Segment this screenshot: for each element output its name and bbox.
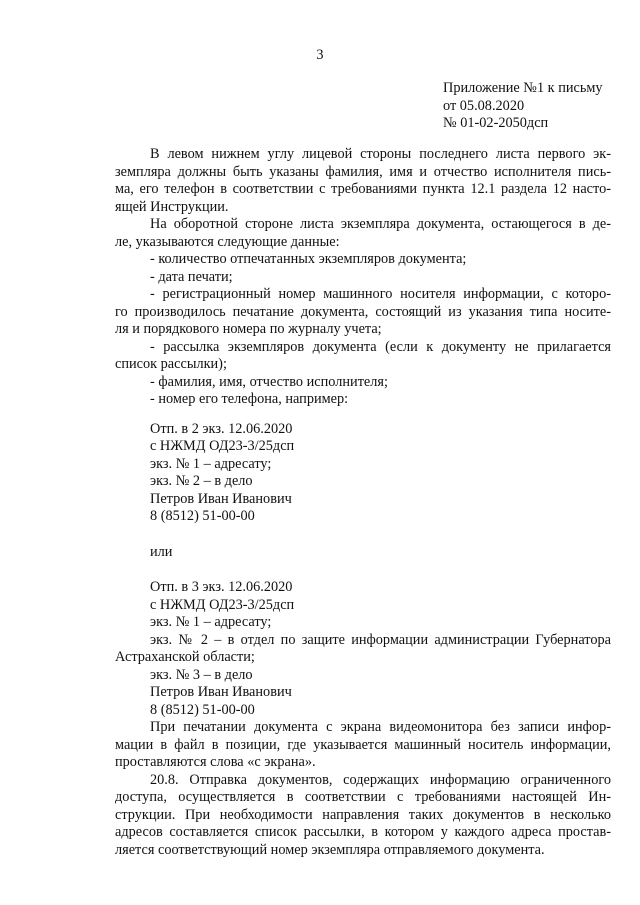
paragraph-20-8: [115, 772, 611, 860]
paragraph-corner-signature: [115, 146, 611, 216]
example-line: с НЖМД ОД23-3/25дсп: [150, 438, 295, 454]
text-line: На оборотной стороне листа экземпляра документа, остающегося в де-: [150, 216, 611, 232]
list-item: [115, 286, 611, 339]
example-line: Петров Иван Иванович: [150, 684, 292, 700]
spacer: [115, 526, 611, 544]
list-item: - фамилия, имя, отчество исполнителя;: [150, 373, 388, 390]
text-line: ляется соответствующий номер экземпляра отправляемого документа.: [115, 841, 545, 858]
example-block-1: [150, 421, 611, 526]
appendix-header: [443, 80, 603, 133]
example-line: Петров Иван Иванович: [150, 490, 292, 507]
list-item: - количество отпечатанных экземпляров документа;: [150, 251, 467, 267]
text-line: мации в файл в позиции, где указывается машинный носитель информации,: [115, 736, 611, 753]
list-item: - номер его телефона, например:: [150, 391, 349, 407]
page-number: 3: [316, 47, 324, 63]
example-line: экз. № 1 – адресату;: [150, 614, 272, 630]
example-line: 8 (8512) 51-00-00: [150, 508, 255, 524]
example-line: 8 (8512) 51-00-00: [150, 701, 255, 718]
list-item: [115, 339, 611, 374]
example-line: с НЖМД ОД23-3/25дсп: [150, 596, 295, 613]
example-line: экз. № 1 – адресату;: [150, 455, 272, 472]
spacer: [115, 409, 611, 421]
appendix-line: № 01-02-2050дсп: [443, 115, 549, 131]
paragraph-reverse-side: [115, 216, 611, 251]
appendix-line: от 05.08.2020: [443, 97, 525, 114]
list-item: - дата печати;: [150, 268, 233, 285]
example-line: Отп. в 3 экз. 12.06.2020: [150, 579, 293, 595]
text-line: 20.8. Отправка документов, содержащих информацию ограниченного: [150, 771, 611, 788]
text-line: ле, указываются следующие данные:: [115, 233, 340, 250]
text-line: ящей Инструкции.: [115, 198, 229, 215]
paragraph-screen-print: [115, 719, 611, 772]
text-line: ля и порядкового номера по журналу учета;: [115, 321, 382, 337]
text-line: При печатании документа с экрана видеомонитора без записи инфор-: [150, 719, 611, 735]
example-line: экз. № 3 – в дело: [150, 666, 253, 683]
text-line: земпляра должны быть указаны фамилия, имя и отчество исполнителя пись-: [115, 163, 611, 180]
text-line: - рассылка экземпляров документа (если к документу не прилагается: [150, 338, 611, 355]
text-line: список рассылки);: [115, 356, 227, 372]
text-line: доступа, осуществляется в соответствии с требованиями настоящей Ин-: [115, 789, 611, 805]
example-line: экз. № 2 – в дело: [150, 473, 253, 489]
text-line: струкции. При необходимости направления таких документов в несколько: [115, 806, 611, 823]
text-line: проставляются слова «с экрана».: [115, 754, 316, 770]
text-line: го производилось печатание документа, состоящий из указания типа носите-: [115, 303, 611, 320]
example-line: Астраханской области;: [115, 649, 255, 665]
example-block-2: [115, 579, 611, 719]
example-line: Отп. в 2 экз. 12.06.2020: [150, 420, 293, 437]
spacer: [115, 561, 611, 579]
or-separator: или: [150, 543, 173, 560]
text-line: ма, его телефон в соответствии с требованиями пункта 12.1 раздела 12 насто-: [115, 181, 611, 197]
document-body: [115, 146, 611, 859]
text-line: адресов составляется список рассылки, в котором у каждого адреса простав-: [115, 824, 611, 840]
text-line: - регистрационный номер машинного носителя информации, с которо-: [150, 286, 611, 302]
text-line: В левом нижнем углу лицевой стороны последнего листа первого эк-: [150, 146, 611, 162]
appendix-line: Приложение №1 к письму: [443, 80, 603, 96]
required-data-list: [115, 251, 611, 409]
example-line: экз. № 2 – в отдел по защите информации администрации Губернатора: [150, 631, 611, 648]
